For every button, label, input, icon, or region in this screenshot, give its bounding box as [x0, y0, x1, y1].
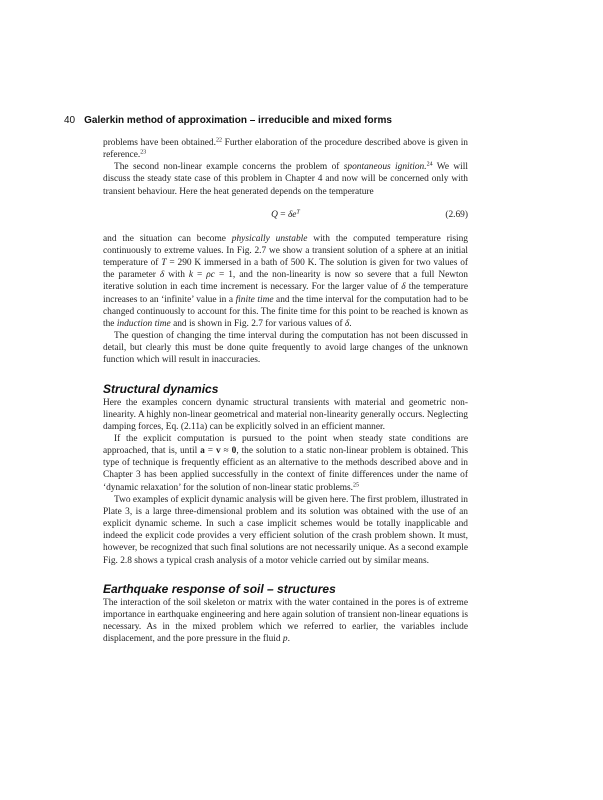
- equation-exponent: T: [296, 209, 300, 216]
- equation-rhs: δe: [287, 209, 297, 220]
- body-text: [103, 137, 468, 645]
- equation-equals: =: [277, 209, 288, 220]
- text: with the computed temperature rising continuously to extreme values. In Fig. 2.7 we show a transient solution of a sphere at an initial temperature of: [103, 233, 468, 269]
- math-delta: δ: [401, 282, 406, 293]
- math-rho-c: ρc: [206, 270, 215, 281]
- text: = 290 K immersed in a bath of 500 K. The solution is given for two values of the parameter: [103, 258, 469, 281]
- text: =: [204, 446, 216, 457]
- text: and is shown in Fig. 2.7 for various values of: [170, 318, 345, 329]
- paragraph-3: [103, 233, 468, 330]
- section-heading-earthquake-response: Earthquake response of soil – structures: [103, 581, 336, 596]
- text: problems have been obtained.: [103, 138, 216, 148]
- equation-2-69: [103, 209, 468, 222]
- math-p: p: [282, 634, 288, 645]
- text: Further elaboration of the procedure described above is given in reference.: [103, 138, 468, 161]
- math-T: T: [161, 258, 167, 269]
- vector-v: v: [215, 446, 221, 457]
- math-delta: δ: [344, 318, 350, 329]
- structural-dynamics-paragraph-2: [103, 433, 468, 494]
- structural-dynamics-paragraph-3: Two examples of explicit dynamic analysis will be given here. The first problem, illustrated in Plate 3, is a large three-dimensional problem and its solution was obtained with the use of an explicit dynamic scheme. In such a case implicit schemes would be totally inapplicable and indeed the explicit code provides a very efficient solution of the crash problem shown. It must, however, be recognized that such final solutions are not necessarily unique. As a second example Fig. 2.8 shows a typical crash analysis of a motor vehicle carried out by similar means.: [103, 494, 468, 566]
- text: The second non-linear example concerns the problem of: [114, 162, 344, 173]
- text: If the explicit computation is pursued to the point when steady state conditions are approached, that is, until: [103, 433, 468, 457]
- equation-number: (2.69): [445, 209, 468, 220]
- text: =: [193, 270, 207, 281]
- running-title: Galerkin method of approximation – irreducible and mixed forms: [84, 115, 392, 126]
- text: and the situation can become: [103, 233, 232, 244]
- reference-22: 22: [215, 137, 222, 144]
- running-header: [64, 115, 544, 126]
- vector-zero: 0: [231, 446, 237, 457]
- text: ≈: [220, 446, 232, 457]
- text: .: [287, 634, 290, 645]
- reference-24: 24: [426, 161, 433, 168]
- text: , the solution to a static non-linear problem is obtained. This type of technique is frequently efficient as an alternative to the methods described above and in Chapter 3 has been applied successfully in the context of finite differences under the name of ‘dynamic relaxation’ for the solution of non-linear static problems.: [103, 446, 468, 493]
- earthquake-paragraph-1: [103, 597, 468, 646]
- text: = 1, and the non-linearity is now so severe that a full Newton iterative solution in each time increment is necessary. For the larger value of: [103, 270, 468, 293]
- structural-dynamics-paragraph-1: Here the examples concern dynamic structural transients with material and geometric non-linearity. A highly non-linear geometrical and material non-linearity generally occurs. Neglecting damping forces, Eq. (2.11a) can be explicitly solved in an efficient manner.: [103, 397, 468, 432]
- page-number: 40: [64, 115, 76, 126]
- paragraph-1: [103, 137, 468, 161]
- text: the temperature increases to an ‘infinite’ value in a: [103, 282, 469, 305]
- text: The interaction of the soil skeleton or matrix with the water contained in the pores is of extreme importance in earthquake engineering and here again solution of transient non-linear equations is necessary. As in the mixed problem which we referred to earlier, the variables include displacement, and the pore pressure in the fluid: [103, 597, 468, 645]
- text: and the time interval for the computation had to be changed continuously to account for this. The finite time for this point to be reached is known as the: [103, 294, 468, 329]
- emphasis-spontaneous-ignition: spontaneous ignition.: [343, 162, 427, 173]
- math-delta: δ: [159, 270, 165, 281]
- equation-lhs: Q: [271, 209, 278, 220]
- vector-a: a: [200, 446, 205, 457]
- text: We will discuss the steady state case of this problem in Chapter 4 and now will be concerned only with transient behaviour. Here the heat generated depends on the temperature: [103, 162, 468, 197]
- text: .: [349, 318, 352, 329]
- emphasis-physically-unstable: physically unstable: [231, 233, 308, 244]
- section-heading-structural-dynamics: Structural dynamics: [103, 381, 219, 396]
- text: with: [164, 270, 189, 281]
- paragraph-2: [103, 161, 468, 197]
- reference-25: 25: [353, 482, 360, 489]
- math-k: k: [188, 270, 194, 281]
- equation-body: [103, 209, 468, 221]
- emphasis-induction-time: induction time: [116, 318, 171, 329]
- paragraph-4: The question of changing the time interval during the computation has not been discussed in detail, but clearly this must be done quite frequently to avoid large changes of the unknown function which will result in inaccuracies.: [103, 331, 468, 366]
- reference-23: 23: [140, 149, 147, 156]
- emphasis-finite-time: finite time: [235, 294, 274, 305]
